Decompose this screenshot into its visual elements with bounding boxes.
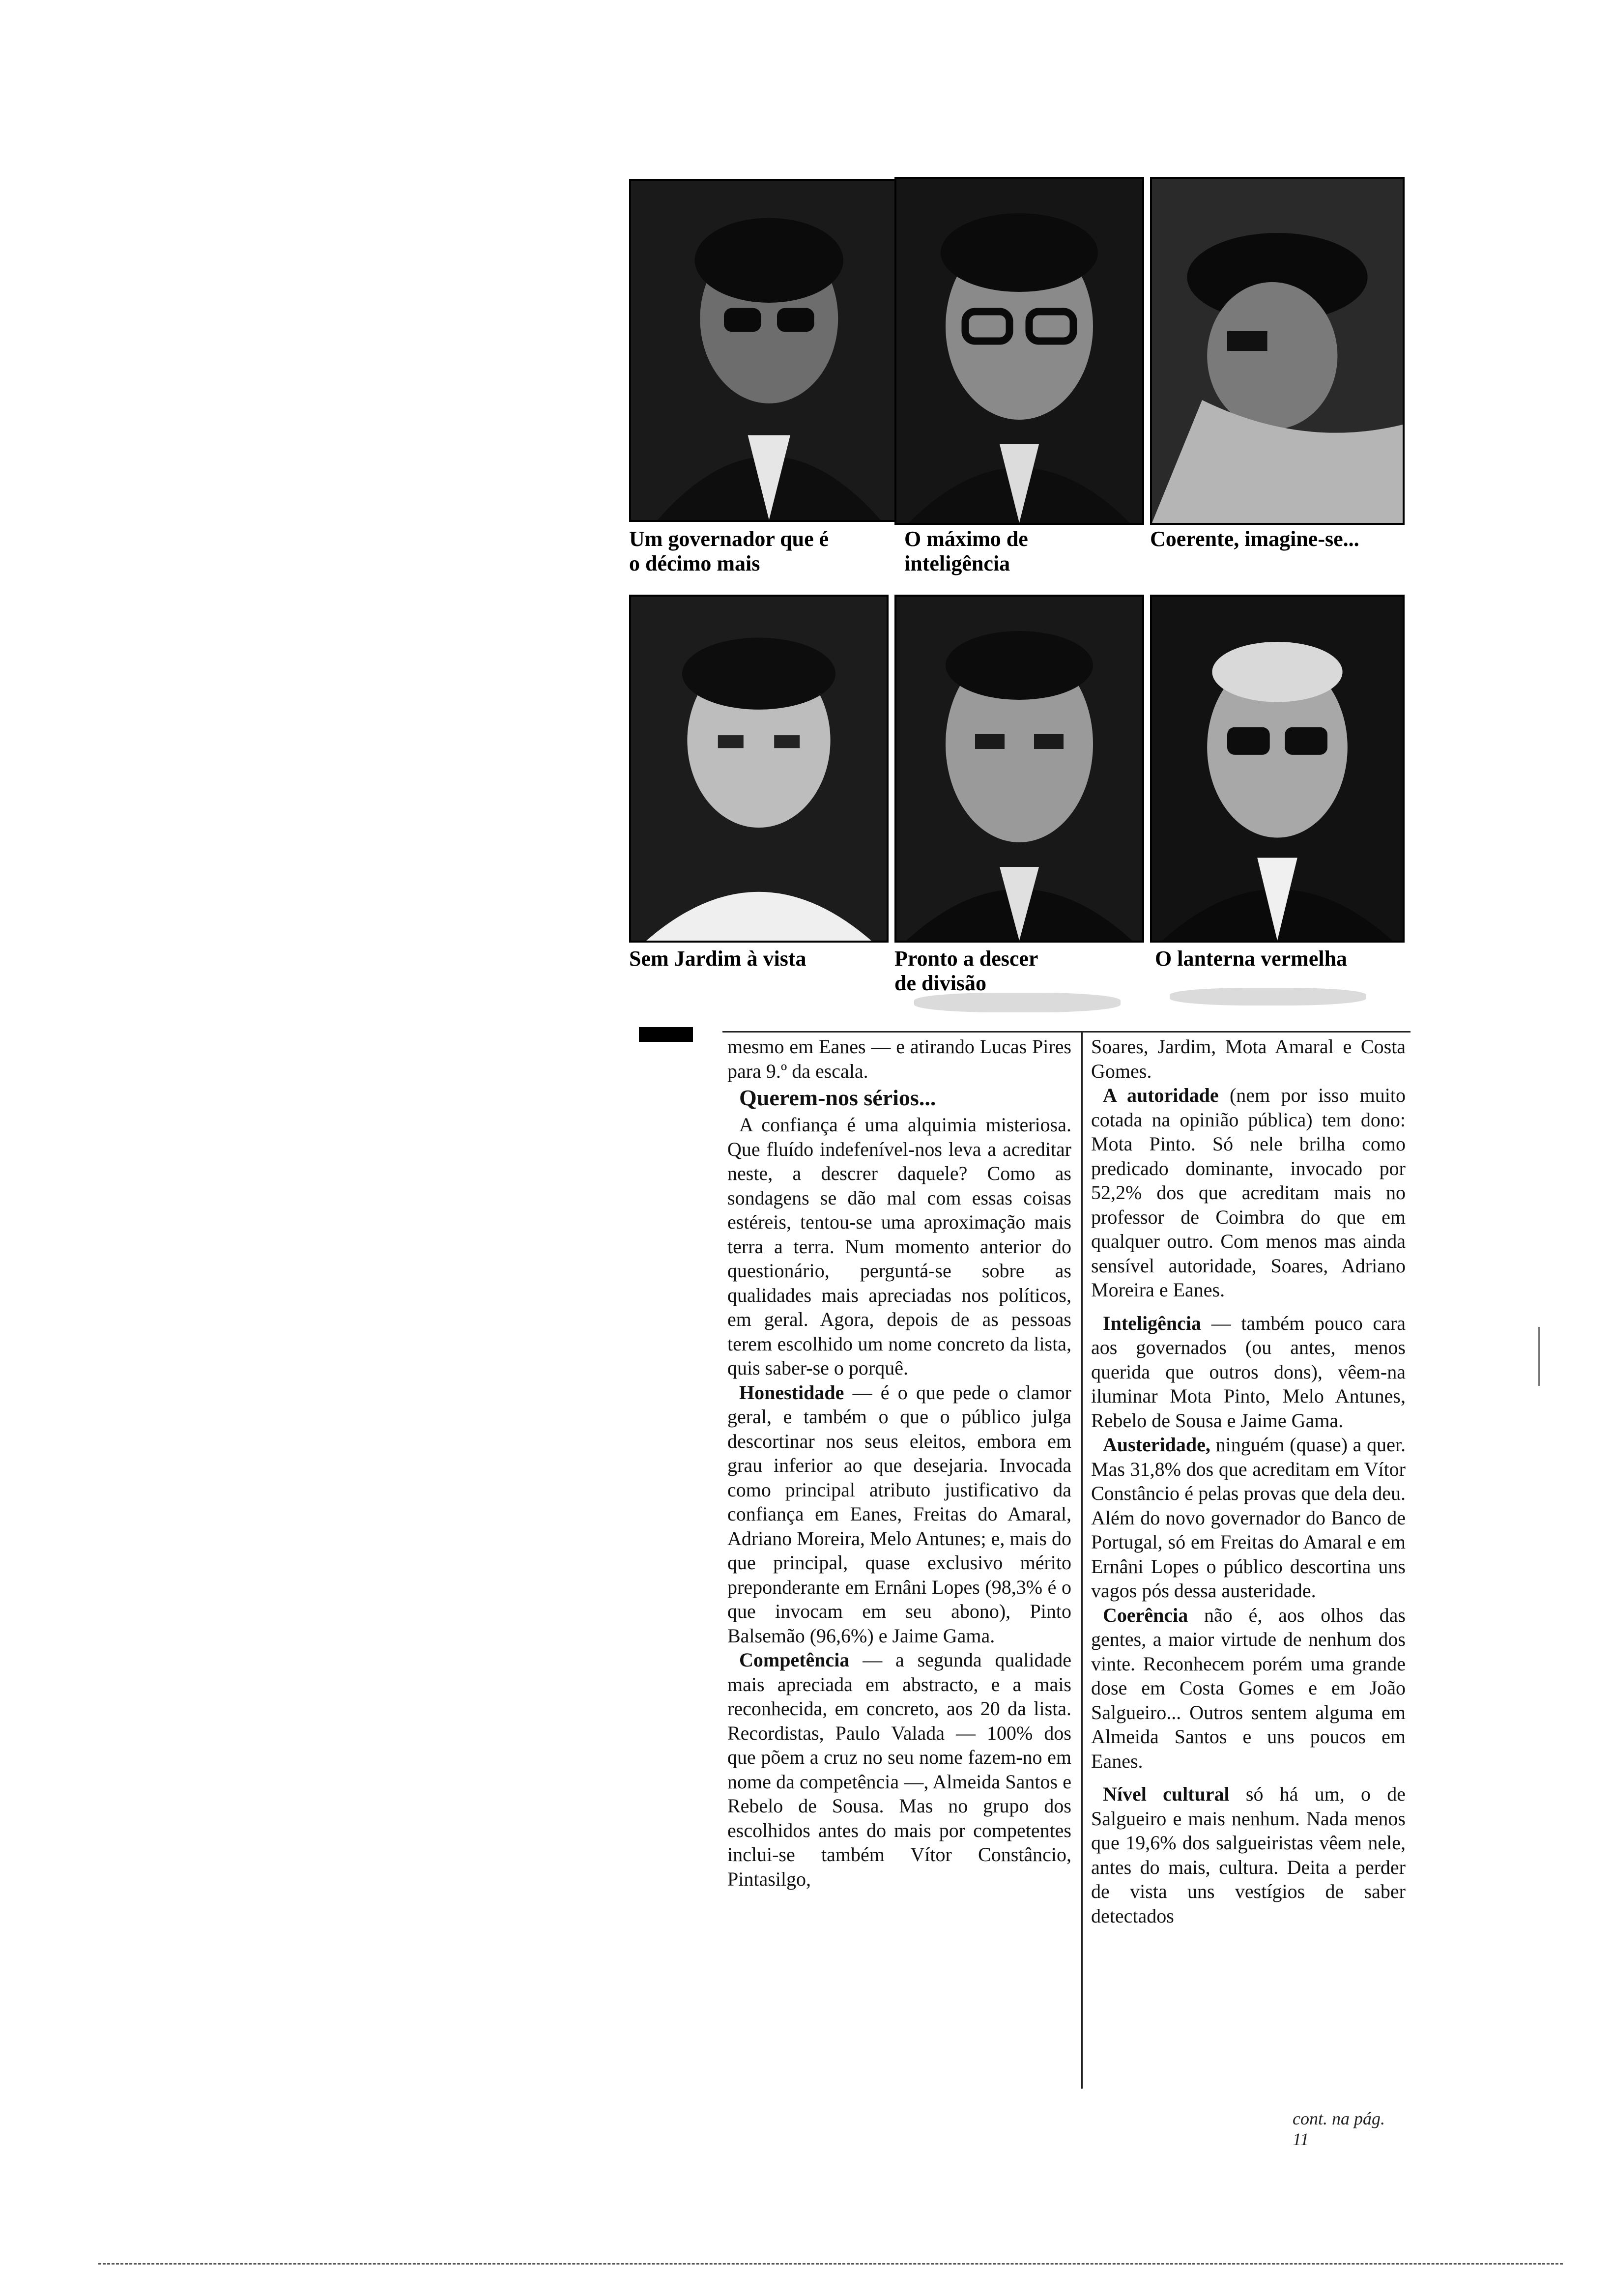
black-rule	[639, 1027, 693, 1042]
paragraph: A confiança é uma alquimia misteriosa. Que fluído indefenível-nos leva a acreditar neste, a descrer daquele? Como as sondagens se dão mal com essas coisas estéreis, tentou-se uma aproximação mais terra a terra. Num momento anterior do questionário, perguntá-se sobre as qualidades mais apreciadas nos políticos, em geral. Agora, depois de as pessoas terem escolhido um nome concreto da lista, quis saber-se o porquê.	[727, 1114, 1071, 1379]
photo-lanterna	[1150, 595, 1405, 943]
portrait-icon	[896, 597, 1142, 941]
photo-governor	[629, 179, 898, 522]
photo-coerente	[1150, 177, 1405, 525]
paragraph: A autoridade (nem por isso muito cotada na opinião pública) tem dono: Mota Pinto. Só nele brilha como predicado dominante, invocado por 52,2% dos que acreditam mais no professor de Coimbra do que em qualquer outro. Com menos mas ainda sensível autoridade, Soares, Adriano Moreira e Eanes.	[1091, 1084, 1406, 1301]
caption-sem-jardim: Sem Jardim à vista	[629, 947, 806, 971]
portrait-icon	[1152, 179, 1403, 523]
left-top-text: mesmo em Eanes — e atirando Lucas Pires para 9.º da escala.	[727, 1035, 1071, 1082]
portrait-icon	[1152, 597, 1403, 941]
scan-edge-line	[98, 2263, 1563, 2266]
caption-governor: Um governador que é o décimo mais	[629, 527, 829, 575]
lead-word: Nível cultural	[1103, 1783, 1230, 1805]
section-subhead: Querem-nos sérios...	[739, 1085, 936, 1110]
photo-sem-jardim	[629, 595, 889, 943]
lead-word: Honestidade	[739, 1381, 844, 1404]
scan-margin-mark	[1538, 1327, 1540, 1386]
paragraph: Austeridade, ninguém (quase) a quer. Mas 31,8% dos que acreditam em Vítor Constâncio é pelas provas que dela deu. Além do novo governador do Banco de Portugal, só em Freitas do Amaral e em Ernâni Lopes o público descortina uns vagos pós dessa austeridade.	[1091, 1434, 1406, 1602]
lead-word: Competência	[739, 1649, 850, 1671]
caption-coerente: Coerente, imagine-se...	[1150, 527, 1359, 551]
print-smudge	[914, 993, 1121, 1012]
paragraph: Nível cultural só há um, o de Salgueiro e mais nenhum. Nada menos que 19,6% dos salgueiristas vêem nele, antes do mais, cultura. Deita a perder de vista uns vestígios de saber detectados	[1091, 1783, 1406, 1927]
paragraph: Competência — a segunda qualidade mais apreciada em abstracto, e a mais reconhecida, em concreto, aos 20 da lista. Recordistas, Paulo Valada — 100% dos que põem a cruz no seu nome fazem-no em nome da competência —, Almeida Santos e Rebelo de Sousa. Mas no grupo dos escolhidos antes do mais por competentes inclui-se também Vítor Constâncio, Pintasilgo,	[727, 1649, 1071, 1890]
caption-maximo: O máximo de inteligência	[904, 527, 1028, 575]
paragraph: Inteligência — também pouco cara aos governados (ou antes, menos querida que outros dons), vêem-na iluminar Mota Pinto, Melo Antunes, Rebelo de Sousa e Jaime Gama.	[1091, 1312, 1406, 1432]
article-right-column	[1091, 1034, 1406, 1928]
lead-word: Austeridade,	[1103, 1434, 1210, 1456]
photo-pronto	[894, 595, 1144, 943]
paragraph: Honestidade — é o que pede o clamor geral, e também o que o público julga descortinar nos seus eleitos, embora em grau inferior ao que desejaria. Invocada como principal atributo justificativo da confiança em Eanes, Freitas do Amaral, Adriano Moreira, Melo Antunes; e, mais do que principal, quase exclusivo mérito preponderante em Ernâni Lopes (98,3% é o que invocam em seu abono), Pinto Balsemão (96,6%) e Jaime Gama.	[727, 1381, 1071, 1647]
lead-word: Coerência	[1103, 1604, 1188, 1626]
newspaper-clipping	[609, 177, 1406, 2149]
photo-maximo	[894, 177, 1144, 525]
portrait-icon	[631, 181, 896, 520]
paragraph: Coerência não é, aos olhos das gentes, a maior virtude de nenhum dos vinte. Reconhecem porém uma grande dose em Costa Gomes e em João Salgueiro... Outros sentem alguma em Almeida Santos e uns poucos em Eanes.	[1091, 1604, 1406, 1772]
article-left-column	[727, 1034, 1071, 1891]
portrait-icon	[896, 179, 1142, 523]
caption-pronto: Pronto a descer de divisão	[894, 947, 1038, 995]
continued-note: cont. na pág. 11	[1293, 2109, 1385, 2149]
portrait-icon	[631, 597, 887, 941]
print-smudge	[1170, 988, 1366, 1005]
lead-word: A autoridade	[1103, 1084, 1219, 1106]
caption-lanterna: O lanterna vermelha	[1155, 947, 1348, 971]
top-rule	[722, 1031, 1410, 1033]
column-divider	[1081, 1032, 1083, 2089]
lead-word: Inteligência	[1103, 1312, 1201, 1334]
right-top-text: Soares, Jardim, Mota Amaral e Costa Gomes.	[1091, 1035, 1406, 1082]
